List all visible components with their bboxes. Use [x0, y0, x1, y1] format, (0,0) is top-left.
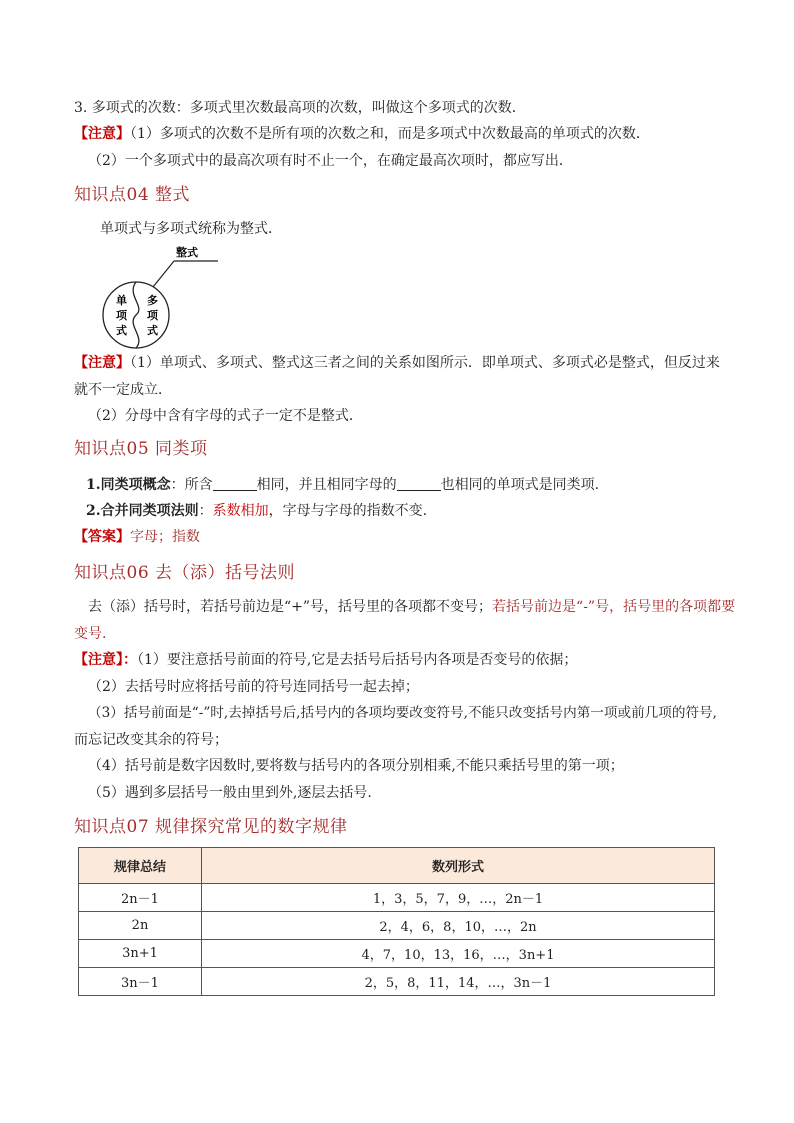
venn-diagram [96, 243, 236, 353]
fill-blank [397, 476, 441, 491]
table-header-row [79, 848, 715, 884]
item-text: ： [198, 503, 213, 519]
diagram-outer-label: 整式 [176, 246, 198, 259]
rule-text: 去（添）括号时，若括号前边是“+”号，括号里的各项都不变号； [88, 599, 493, 615]
note-paragraph [74, 353, 720, 373]
like-terms-concept [86, 475, 599, 495]
answer-label: 【答案】 [74, 529, 130, 545]
answer-line [74, 527, 200, 547]
note-label: 【注意】 [74, 126, 130, 142]
note-continuation: 而忘记改变其余的符号； [74, 732, 228, 748]
bracket-rule [88, 597, 735, 617]
fill-blank [213, 476, 257, 491]
column-header: 规律总结 [79, 848, 202, 884]
note-item: （3）括号前面是“-”时,去掉括号后,括号内的各项均要改变符号,不能只改变括号内第一项或前几项的符号, [88, 705, 717, 721]
item-label: 2.合并同类项法则 [86, 503, 199, 519]
answer-text: 字母；指数 [130, 529, 200, 545]
note-item: （5）遇到多层括号一般由里到外,逐层去括号. [88, 785, 372, 801]
intro-text: 单项式与多项式统称为整式． [100, 221, 282, 237]
table-cell: 4，7，10，13，16，…，3n+1 [202, 940, 715, 968]
like-terms-rule [86, 501, 427, 521]
note-item: （2）分母中含有字母的式子一定不是整式． [88, 408, 363, 424]
note-text: （1）要注意括号前面的符号,它是去括号后括号内各项是否变号的依据； [137, 652, 578, 668]
section-heading-kp06: 知识点06 去（添）括号法则 [74, 563, 296, 583]
item-label: 1.同类项概念 [86, 477, 171, 493]
table-row [79, 884, 715, 912]
item-text: 也相同的单项式是同类项. [440, 477, 600, 493]
note-paragraph [74, 650, 577, 670]
table-row [79, 940, 715, 968]
diagram-right-label: 多项式 [147, 294, 158, 337]
section-heading-kp07: 知识点07 规律探究常见的数字规律 [74, 817, 348, 837]
note-label: 【注意】 [74, 355, 130, 371]
integral-expression-diagram [96, 243, 236, 357]
table-cell: 3n－1 [79, 968, 202, 996]
table-row [79, 912, 715, 940]
polynomial-degree-definition: 3. 多项式的次数：多项式里次数最高项的次数，叫做这个多项式的次数． [74, 100, 526, 116]
column-header: 数列形式 [202, 848, 715, 884]
diagram-left-label: 单项式 [116, 294, 127, 337]
note-item: （2）一个多项式中的最高次项有时不止一个，在确定最高次项时，都应写出． [88, 153, 573, 169]
note-label: 【注意】： [74, 652, 137, 668]
item-text: 相同，并且相同字母的 [256, 477, 397, 493]
table-cell: 2，5，8，11，14，…，3n－1 [202, 968, 715, 996]
section-heading-kp05: 知识点05 同类项 [74, 439, 208, 459]
table-cell: 3n+1 [79, 940, 202, 968]
note-item: （4）括号前是数字因数时,要将数与括号内的各项分别相乘,不能只乘括号里的第一项； [88, 758, 624, 774]
table-cell: 2，4，6，8，10，…，2n [202, 912, 715, 940]
note-text: （1）单项式、多项式、整式这三者之间的关系如图所示．即单项式、多项式必是整式，但反过来 [130, 355, 720, 371]
number-pattern-table [78, 847, 715, 996]
highlighted-text: 系数相加 [212, 503, 269, 519]
note-text: （1）多项式的次数不是所有项的次数之和，而是多项式中次数最高的单项式的次数． [130, 126, 650, 142]
note-item: （2）去括号时应将括号前的符号连同括号一起去掉； [88, 679, 419, 695]
rule-continuation: 变号. [74, 626, 107, 642]
rule-text-highlight: 若括号前边是“-”号，括号里的各项都要 [492, 599, 736, 615]
note-continuation: 就不一定成立． [74, 382, 172, 398]
item-text: ，字母与字母的指数不变. [268, 503, 428, 519]
table-row [79, 968, 715, 996]
table-cell: 2n－1 [79, 884, 202, 912]
item-text: ：所含 [170, 477, 213, 493]
section-heading-kp04: 知识点04 整式 [74, 185, 191, 205]
table-cell: 2n [79, 912, 202, 940]
table-cell: 1，3，5，7，9，…，2n－1 [202, 884, 715, 912]
note-paragraph [74, 124, 650, 144]
